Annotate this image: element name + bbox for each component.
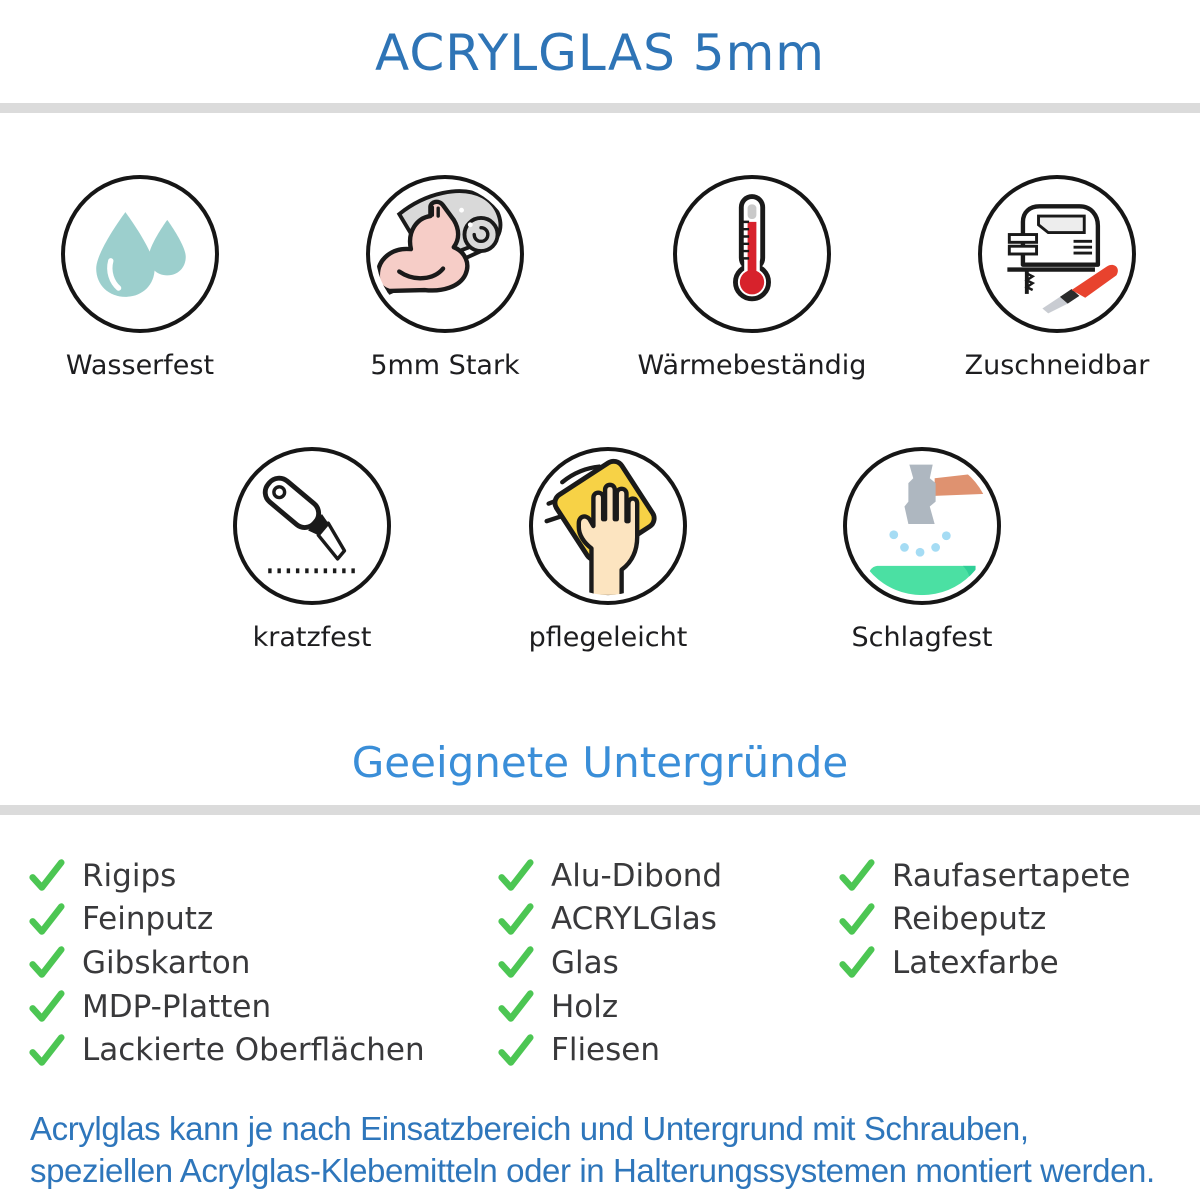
list-item — [28, 854, 425, 898]
feature-label: Wasserfest — [65, 350, 215, 381]
checkmark-icon — [28, 901, 65, 938]
icon-circle — [843, 447, 1001, 605]
mounting-note-line1: Acrylglas kann je nach Einsatzbereich und Untergrund mit Schrauben, — [30, 1110, 1029, 1147]
mounting-note-line2: speziellen Acrylglas-Klebemitteln oder in Halterungssystemen montiert werden. — [30, 1152, 1155, 1189]
list-item — [497, 1028, 722, 1072]
item-label: Glas — [551, 944, 619, 981]
item-label: MDP-Platten — [82, 988, 272, 1025]
feature-5mm-thick — [315, 175, 575, 381]
feature-heat-resistant — [622, 175, 882, 381]
substrates-heading: Geeignete Untergründe — [351, 738, 849, 787]
item-label: Holz — [551, 988, 619, 1025]
mounting-note — [30, 1108, 1190, 1192]
feature-label: Schlagfest — [851, 622, 993, 653]
list-item — [497, 854, 722, 898]
feature-label: Wärmebeständig — [637, 350, 867, 381]
jigsaw-icon — [984, 181, 1130, 327]
checkmark-icon — [497, 857, 534, 894]
icon-circle — [673, 175, 831, 333]
icon-circle — [61, 175, 219, 333]
checkmark-icon — [28, 988, 65, 1025]
cleaning-hand-icon — [535, 453, 681, 599]
feature-impact-resistant — [792, 447, 1052, 653]
feature-label: Zuschneidbar — [964, 350, 1150, 381]
list-item — [838, 854, 1131, 898]
checkmark-icon — [497, 988, 534, 1025]
icon-circle — [366, 175, 524, 333]
item-label: Raufasertapete — [892, 857, 1131, 894]
item-label: Gibskarton — [82, 944, 251, 981]
item-label: Fliesen — [551, 1032, 660, 1069]
page-title: ACRYLGLAS 5mm — [375, 24, 825, 82]
list-item — [838, 898, 1131, 942]
substrates-column-2 — [497, 854, 722, 1072]
list-item — [838, 941, 1131, 985]
checkmark-icon — [497, 1032, 534, 1069]
checkmark-icon — [838, 857, 875, 894]
checkmark-icon — [28, 944, 65, 981]
item-label: Lackierte Oberflächen — [82, 1032, 425, 1069]
checkmark-icon — [838, 901, 875, 938]
divider-bar-middle — [0, 805, 1200, 815]
item-label: Rigips — [82, 857, 177, 894]
checkmark-icon — [28, 857, 65, 894]
list-item — [28, 985, 425, 1029]
checkmark-icon — [497, 901, 534, 938]
feature-scratch-resistant — [182, 447, 442, 653]
item-label: Feinputz — [82, 901, 214, 938]
hammer-icon — [849, 453, 995, 599]
list-item — [28, 1028, 425, 1072]
list-item — [497, 985, 722, 1029]
checkmark-icon — [28, 1032, 65, 1069]
list-item — [497, 941, 722, 985]
feature-label: kratzfest — [252, 622, 372, 653]
list-item — [28, 941, 425, 985]
feature-label: pflegeleicht — [528, 622, 688, 653]
thermometer-icon — [679, 181, 825, 327]
feature-cuttable — [927, 175, 1187, 381]
icon-circle — [978, 175, 1136, 333]
substrates-column-3 — [838, 854, 1131, 985]
substrates-column-1 — [28, 854, 425, 1072]
list-item — [28, 898, 425, 942]
feature-easy-care — [478, 447, 738, 653]
item-label: Reibeputz — [892, 901, 1047, 938]
divider-bar-top — [0, 103, 1200, 113]
utility-knife-icon — [239, 453, 385, 599]
feature-waterproof — [10, 175, 270, 381]
icon-circle — [529, 447, 687, 605]
feature-label: 5mm Stark — [370, 350, 520, 381]
list-item — [497, 898, 722, 942]
icon-circle — [233, 447, 391, 605]
checkmark-icon — [838, 944, 875, 981]
checkmark-icon — [497, 944, 534, 981]
water-drops-icon — [67, 181, 213, 327]
item-label: Alu-Dibond — [551, 857, 723, 894]
strong-arm-icon — [372, 181, 518, 327]
item-label: Latexfarbe — [892, 944, 1059, 981]
item-label: ACRYLGlas — [551, 901, 717, 938]
